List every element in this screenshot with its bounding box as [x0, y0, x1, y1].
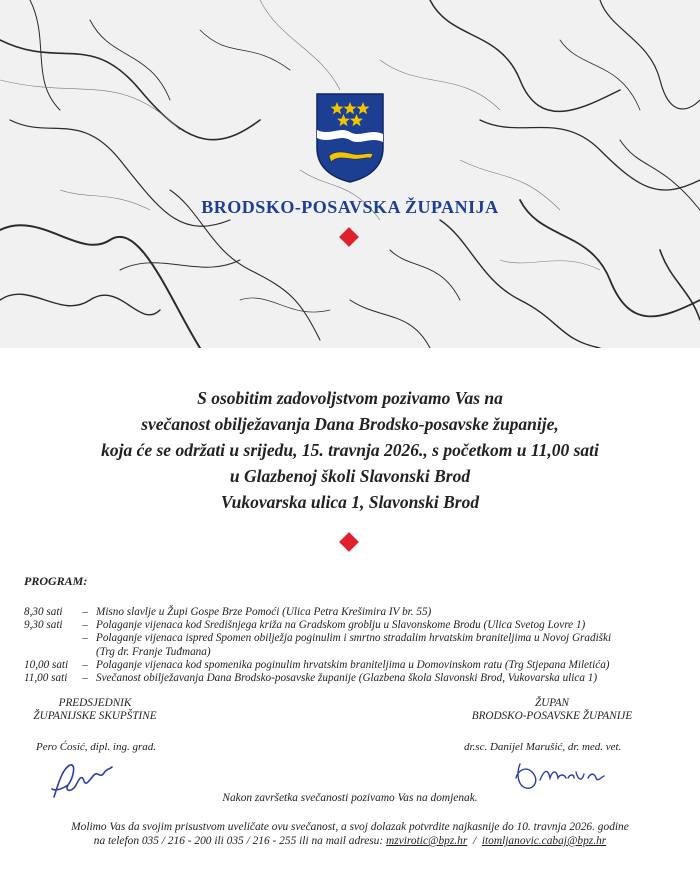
- email-link[interactable]: itomljanovic.cabaj@bpz.hr: [481, 835, 607, 847]
- footer-rsvp: [0, 820, 700, 848]
- program-item: [24, 632, 611, 645]
- program-desc: Svečanost obilježavanja Dana Brodsko-posavske županije (Glazbena škola Slavonski Brod, Vukovarska ulica 1): [96, 672, 598, 685]
- right-signatory-name: dr.sc. Danijel Marušić, dr. med. vet.: [464, 741, 622, 753]
- role-line: BRODSKO-POSAVSKE ŽUPANIJE: [471, 710, 633, 722]
- invitation-line: S osobitim zadovoljstvom pozivamo Vas na: [197, 388, 503, 408]
- role-line: ŽUPANIJSKE SKUPŠTINE: [33, 710, 157, 722]
- program-dash: –: [82, 658, 88, 671]
- program-section: [24, 574, 611, 685]
- left-signatory-role: [20, 697, 170, 723]
- left-signatory-name: Pero Ćosić, dipl. ing. grad.: [36, 741, 156, 753]
- program-desc: Polaganje vijenaca kod Središnjega križa na Gradskom groblju u Slavonskome Brodu (Ulica Svetog Lovre 1): [96, 619, 586, 632]
- program-time: 8,30 sati: [24, 606, 63, 618]
- invitation-line: svečanost obilježavanja Dana Brodsko-posavske županije,: [141, 414, 559, 434]
- program-title: PROGRAM:: [24, 574, 88, 588]
- program-item: [24, 619, 611, 632]
- email-link[interactable]: mzvirotic@bpz.hr: [386, 835, 468, 847]
- program-item: [24, 646, 611, 659]
- coat-of-arms-icon: [315, 92, 385, 184]
- role-line: ŽUPAN: [535, 697, 569, 709]
- right-signature-icon: [510, 750, 610, 798]
- program-dash: –: [82, 606, 88, 618]
- email-separator: /: [467, 835, 482, 847]
- program-time: [24, 646, 74, 659]
- program-dash: –: [82, 672, 88, 685]
- county-name: BRODSKO-POSAVSKA ŽUPANIJA: [201, 197, 499, 217]
- program-dash: –: [82, 632, 88, 645]
- program-dash: –: [82, 619, 88, 632]
- program-dash: [74, 646, 96, 659]
- program-time: 10,00 sati: [24, 658, 69, 671]
- footer-phone-text: na telefon 035 / 216 - 200 ili 035 / 216 - 255 ili na mail adresu:: [93, 835, 387, 847]
- red-diamond-icon: [339, 532, 359, 552]
- program-time: 9,30 sati: [24, 619, 63, 632]
- reception-note: Nakon završetka svečanosti pozivamo Vas na domjenak.: [222, 792, 478, 804]
- right-signatory-role: [452, 697, 652, 723]
- program-time: 11,00 sati: [24, 672, 68, 685]
- invitation-line: Vukovarska ulica 1, Slavonski Brod: [220, 492, 480, 512]
- marble-header: [0, 0, 700, 348]
- program-desc: Polaganje vijenaca kod spomenika poginulim hrvatskim braniteljima u Domovinskom ratu (Trg Stjepana Miletića): [96, 658, 610, 671]
- invitation-line: koja će se održati u srijedu, 15. travnja 2026., s početkom u 11,00 sati: [101, 440, 599, 460]
- program-desc: Polaganje vijenaca ispred Spomen obilježja poginulim i smrtno stradalim hrvatskim braniteljima u Novoj Gradiški: [96, 632, 612, 645]
- footer-line: [0, 834, 700, 848]
- program-item: [24, 659, 611, 672]
- program-time: [24, 632, 74, 645]
- program-desc: (Trg dr. Franje Tuđmana): [96, 645, 211, 658]
- program-item: [24, 606, 611, 619]
- invitation-text: [0, 385, 700, 515]
- invitation-line: u Glazbenoj školi Slavonski Brod: [229, 466, 471, 486]
- program-item: [24, 672, 611, 685]
- program-desc: Misno slavlje u Župi Gospe Brze Pomoći (Ulica Petra Krešimira IV br. 55): [96, 606, 432, 618]
- footer-line: Molimo Vas da svojim prisustvom uveličate ovu svečanost, a svoj dolazak potvrdite najkasnije do 10. travnja 2026. godine: [71, 821, 629, 833]
- role-line: PREDSJEDNIK: [58, 697, 132, 709]
